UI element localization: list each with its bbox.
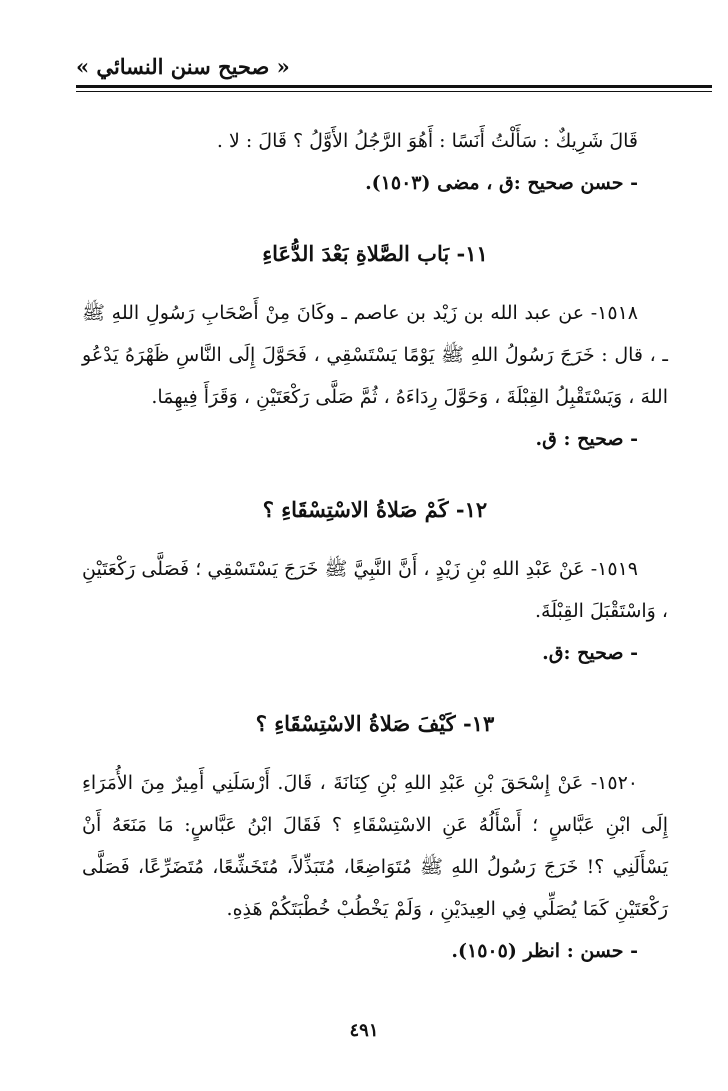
spacer: [82, 674, 668, 704]
spacer: [82, 744, 668, 762]
hadith-1519: ١٥١٩- عَنْ عَبْدِ اللهِ بْنِ زَيْدٍ ، أَنَّ النَّبِيَّ ﷺ خَرَجَ يَسْتَسْقِي ؛ فَصَلَّى رَكْعَتَيْنِ ، وَاسْتَقْبَلَ القِبْلَةَ.: [82, 558, 668, 622]
spacer: [82, 274, 668, 292]
intro-paragraph: قَالَ شَرِيكٌ : سَأَلْتُ أَنَسًا : أَهُوَ الرَّجُلُ الأَوَّلُ ؟ قَالَ : لا .: [216, 130, 638, 152]
spacer: [82, 530, 668, 548]
spacer: [82, 204, 668, 234]
header-rule-thin: [76, 91, 712, 92]
spacer: [82, 460, 668, 490]
grade-note-1518: - صحيح : ق.: [535, 428, 638, 450]
chapter-heading-13: ١٣- كَيْفَ صَلاةُ الاسْتِسْقَاءِ ؟: [255, 711, 495, 736]
chapter-heading-12: ١٢- كَمْ صَلاةُ الاسْتِسْقَاءِ ؟: [262, 497, 488, 522]
grade-note-1503: - حسن صحيح :ق ، مضى (١٥٠٣).: [365, 172, 638, 194]
chapter-heading-11: ١١- بَاب الصَّلاةِ بَعْدَ الدُّعَاءِ: [262, 241, 488, 266]
page-number: ٤٩١: [349, 1020, 379, 1041]
hadith-1520: ١٥٢٠- عَنْ إِسْحَقَ بْنِ عَبْدِ اللهِ بْنِ كِنَانَةَ ، قَالَ. أَرْسَلَنِي أَمِيرٌ مِنَ الأُمَرَاءِ إِلَى ابْنِ عَبَّاسٍ ؛ أَسْأَلُهُ عَنِ الاسْتِسْقَاءِ ؟ فَقَالَ ابْنُ عَبَّاسٍ: مَا مَنَعَهُ أَنْ يَسْأَلَنِي ؟! خَرَجَ رَسُولُ اللهِ ﷺ مُتَوَاضِعًا، مُتَبَذِّلاً، مُتَخَشِّعًا، مُتَضَرِّعًا، فَصَلَّى رَكْعَتَيْنِ كَمَا يُصَلِّي فِي العِيدَيْنِ ، وَلَمْ يَخْطُبْ خُطْبَتَكُمْ هَذِهِ.: [82, 772, 668, 920]
hadith-1518: ١٥١٨- عن عبد الله بن زَيْد بن عاصم ـ وكَانَ مِنْ أَصْحَابِ رَسُولِ اللهِ ﷺ ـ ، قال : خَرَجَ رَسُولُ اللهِ ﷺ يَوْمًا يَسْتَسْقِي ، فَحَوَّلَ إِلَى النَّاسِ ظَهْرَهُ يَدْعُو اللهَ ، وَيَسْتَقْبِلُ القِبْلَةَ ، وَحَوَّلَ رِدَاءَهُ ، ثُمَّ صَلَّى رَكْعَتَيْنِ ، وَقَرَأَ فِيهِمَا.: [82, 302, 668, 408]
header-rule-thick: [76, 85, 712, 88]
grade-note-1520: - حسن : انظر (١٥٠٥).: [451, 940, 638, 962]
page-body: [82, 120, 668, 972]
grade-note-1519: - صحيح :ق.: [542, 642, 638, 664]
running-title: « صحيح سنن النسائي »: [76, 54, 290, 79]
